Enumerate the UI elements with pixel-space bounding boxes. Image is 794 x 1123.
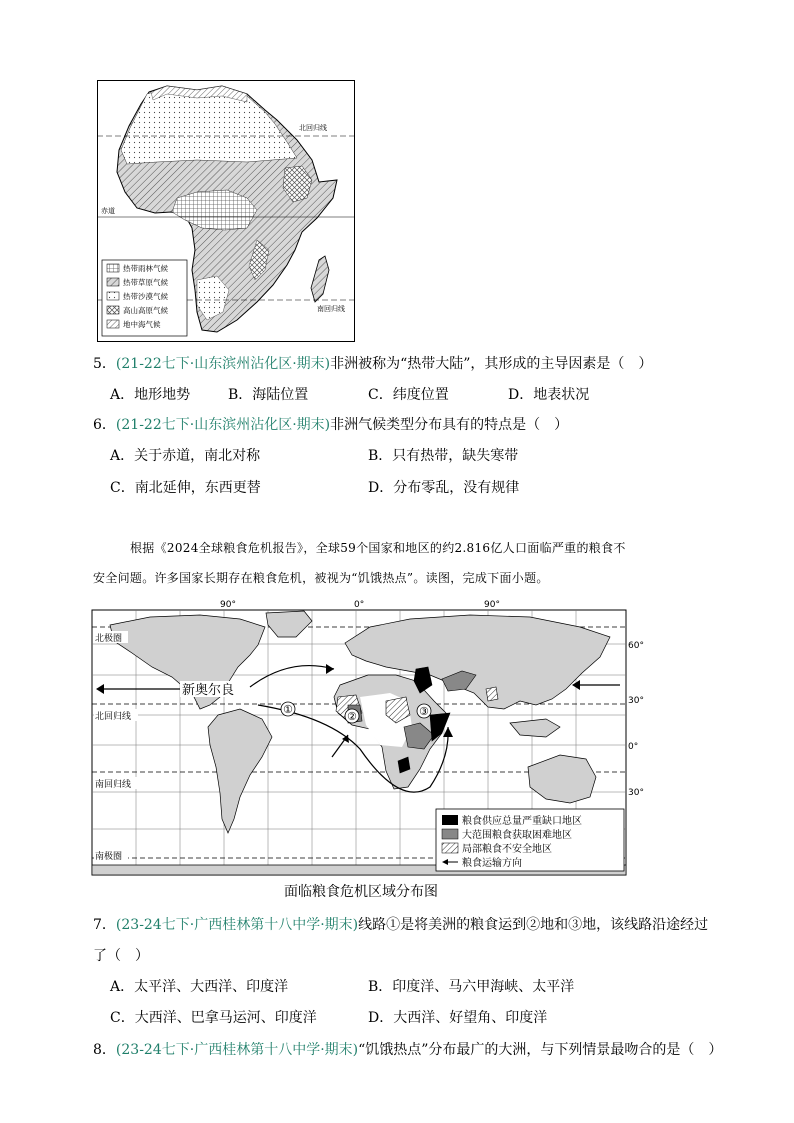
svg-text:30°: 30°: [628, 788, 644, 798]
q6-option-d: D．分布零乱，没有规律: [368, 480, 520, 496]
map-caption: 面临粮食危机区域分布图: [284, 884, 438, 900]
question-source: (23-24七下·广西桂林第十八中学·期末): [115, 917, 359, 933]
question-stem: “饥饿热点”分布最广的大洲，与下列情景最吻合的是（ ）: [358, 1042, 723, 1058]
q7-option-d: D．大西洋、好望角、印度洋: [368, 1010, 548, 1026]
q7-option-a: A．太平洋、大西洋、印度洋: [110, 979, 289, 995]
q6-option-c: C．南北延伸，东西更替: [110, 480, 261, 496]
passage-line-1: 根据《2024全球粮食危机报告》，全球59个国家和地区的约2.816亿人口面临严重的粮食不: [130, 541, 626, 555]
question-number: 7．: [93, 917, 116, 933]
new-orleans-label: 新奥尔良: [182, 683, 235, 698]
svg-text:30°: 30°: [628, 696, 644, 706]
question-8: [93, 1040, 722, 1060]
marker-3: ③: [419, 705, 429, 718]
q6-option-b: B．只有热带，缺失寒带: [368, 448, 519, 464]
passage-line-2: 安全问题。许多国家长期存在粮食危机，被视为“饥饿热点”。读图，完成下面小题。: [93, 571, 549, 585]
q7-option-c: C．大西洋、巴拿马运河、印度洋: [110, 1010, 317, 1026]
question-stem: 线路①是将美洲的粮食运到②地和③地，该线路沿途经过: [358, 917, 709, 933]
svg-text:地中海气候: 地中海气候: [123, 320, 161, 329]
svg-text:南回归线: 南回归线: [95, 780, 132, 790]
question-source: (21-22七下·山东滨州沾化区·期末): [115, 417, 331, 433]
question-stem: 非洲被称为“热带大陆”，其形成的主导因素是（ ）: [330, 356, 653, 372]
lon-label: 90°: [220, 600, 236, 610]
svg-text:60°: 60°: [628, 641, 644, 651]
question-stem: 非洲气候类型分布具有的特点是（ ）: [330, 417, 569, 433]
question-6: [93, 415, 568, 435]
q5-option-c: C．纬度位置: [368, 387, 449, 403]
svg-text:热带草原气候: 热带草原气候: [123, 278, 168, 287]
svg-text:北回归线: 北回归线: [95, 712, 132, 722]
lon-label: 90°: [484, 600, 500, 610]
north-tropic-label: 北回归线: [299, 124, 327, 132]
lon-label: 0°: [354, 600, 365, 610]
q5-option-a: A．地形地势: [110, 387, 191, 403]
marker-2: ②: [347, 710, 357, 723]
svg-text:高山高原气候: 高山高原气候: [123, 306, 168, 315]
question-number: 8．: [93, 1042, 116, 1058]
question-source: (23-24七下·广西桂林第十八中学·期末): [115, 1042, 359, 1058]
question-7-cont: 了（ ）: [93, 948, 149, 964]
south-tropic-label: 南回归线: [317, 305, 345, 313]
svg-text:0°: 0°: [628, 742, 639, 752]
svg-text:局部粮食不安全地区: 局部粮食不安全地区: [462, 844, 552, 855]
question-7: [93, 915, 708, 935]
q7-option-b: B．印度洋、马六甲海峡、太平洋: [368, 979, 575, 995]
svg-text:南极圈: 南极圈: [95, 852, 123, 862]
route-marker-1: ①: [283, 703, 293, 716]
q6-option-a: A．关于赤道，南北对称: [110, 448, 261, 464]
svg-text:热带沙漠气候: 热带沙漠气候: [123, 292, 168, 301]
question-number: 6．: [93, 417, 116, 433]
svg-text:粮食运输方向: 粮食运输方向: [462, 858, 522, 869]
svg-text:大范围粮食获取困难地区: 大范围粮食获取困难地区: [462, 830, 572, 841]
question-5: [93, 354, 652, 374]
svg-text:热带雨林气候: 热带雨林气候: [123, 264, 168, 273]
equator-label: 赤道: [101, 207, 115, 215]
food-crisis-world-map: [90, 597, 660, 879]
q5-option-d: D．地表状况: [508, 387, 590, 403]
question-number: 5．: [93, 356, 116, 372]
question-source: (21-22七下·山东滨州沾化区·期末): [115, 356, 331, 372]
q5-option-b: B．海陆位置: [228, 387, 309, 403]
africa-climate-map: [97, 80, 355, 342]
svg-text:北极圈: 北极圈: [95, 634, 123, 644]
svg-text:粮食供应总量严重缺口地区: 粮食供应总量严重缺口地区: [462, 816, 582, 827]
